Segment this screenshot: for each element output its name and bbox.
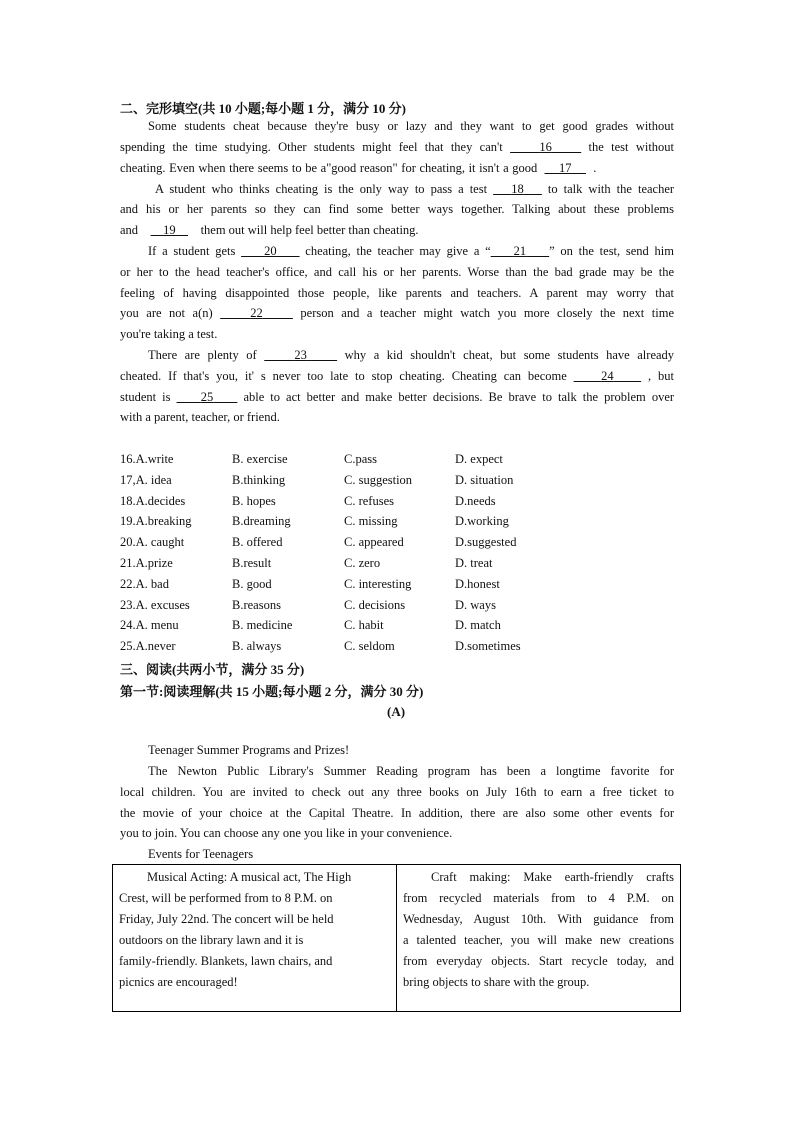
option-18-A[interactable]: 18.A.decides	[120, 493, 186, 508]
option-17-B[interactable]: B.thinking	[232, 472, 286, 487]
option-21-A[interactable]: 21.A.prize	[120, 556, 173, 570]
option-24-A[interactable]: 24.A. menu	[120, 618, 179, 633]
blank-22[interactable]: 22	[250, 306, 263, 320]
option-24-C[interactable]: C. habit	[344, 618, 384, 633]
option-23-D[interactable]: D. ways	[455, 597, 496, 612]
passage-line: feeling of having disappointed those people, like parents and teachers. A parent may worry that	[120, 286, 674, 300]
option-23-B[interactable]: B.reasons	[232, 597, 281, 612]
passage-line: with a parent, teacher, or friend.	[120, 410, 280, 424]
passage-line: A student who thinks cheating is the only way to pass a test 18 to talk with the teacher	[155, 182, 675, 196]
option-21-C[interactable]: C. zero	[344, 556, 381, 570]
blank-25[interactable]: 25	[200, 390, 214, 404]
passage-line: the movie of your choice at the Capital Theatre. In addition, there are also some other events for	[120, 806, 674, 820]
option-20-A[interactable]: 20.A. caught	[120, 535, 185, 550]
option-22-B[interactable]: B. good	[232, 576, 272, 591]
option-24-B[interactable]: B. medicine	[232, 618, 293, 633]
blank-24[interactable]: 24	[601, 369, 614, 383]
option-23-A[interactable]: 23.A. excuses	[120, 597, 190, 612]
option-20-C[interactable]: C. appeared	[344, 535, 404, 550]
option-25-C[interactable]: C. seldom	[344, 639, 395, 654]
option-18-C[interactable]: C. refuses	[344, 493, 394, 508]
passage-line: cheated. If that's you, it' s never too late to stop cheating. Cheating can become 24 , but	[120, 369, 675, 383]
blank-23[interactable]: 23	[294, 348, 307, 362]
passage-line: student is 25 able to act better and make better decisions. Be brave to talk the problem over	[120, 390, 675, 404]
option-21-B[interactable]: B.result	[232, 556, 272, 570]
option-17-A[interactable]: 17,A. idea	[120, 472, 172, 487]
option-16-C[interactable]: C.pass	[344, 452, 377, 466]
option-22-C[interactable]: C. interesting	[344, 576, 412, 591]
option-16-B[interactable]: B. exercise	[232, 452, 288, 466]
passage-line: The Newton Public Library's Summer Reading program has been a longtime favorite for	[148, 764, 674, 778]
option-23-C[interactable]: C. decisions	[344, 597, 406, 612]
option-18-B[interactable]: B. hopes	[232, 493, 276, 508]
option-21-D[interactable]: D. treat	[455, 556, 493, 570]
option-25-D[interactable]: D.sometimes	[455, 639, 521, 654]
option-22-D[interactable]: D.honest	[455, 576, 500, 591]
blank-16[interactable]: 16	[539, 140, 552, 154]
passage-title: Teenager Summer Programs and Prizes!	[148, 743, 350, 757]
blank-18[interactable]: 18	[511, 182, 524, 196]
passage-line: you to join. You can choose any one you like in your convenience.	[120, 826, 453, 840]
events-table	[112, 864, 681, 1012]
passage-line: There are plenty of 23 why a kid shouldn't cheat, but some students have already	[148, 348, 675, 362]
option-19-C[interactable]: C. missing	[344, 514, 398, 529]
events-label: Events for Teenagers	[148, 847, 254, 861]
reading-subheading: 第一节:阅读理解(共 15 小题;每小题 2 分，满分 30 分)	[120, 684, 424, 699]
blank-19[interactable]: 19	[163, 223, 176, 237]
option-22-A[interactable]: 22.A. bad	[120, 576, 169, 591]
option-20-D[interactable]: D.suggested	[455, 535, 517, 550]
cloze-heading: 二、完形填空(共 10 小题;每小题 1 分，满分 10 分)	[120, 101, 406, 116]
option-17-C[interactable]: C. suggestion	[344, 472, 413, 487]
option-25-A[interactable]: 25.A.never	[120, 639, 176, 654]
blank-17[interactable]: 17	[559, 161, 572, 175]
part-label: (A)	[387, 704, 406, 719]
blank-21[interactable]: 21	[513, 244, 527, 258]
event-musical-acting: Musical Acting: A musical act, The High Crest, will be performed from to 8 P.M. on Friday, July 22nd. The concert will be held outdoors on the library lawn and it is family-friendly. Blankets, lawn chairs, and picnics are encouraged!	[113, 865, 397, 1012]
option-19-B[interactable]: B.dreaming	[232, 514, 291, 529]
option-17-D[interactable]: D. situation	[455, 472, 514, 487]
option-19-A[interactable]: 19.A.breaking	[120, 514, 192, 529]
event-craft-making: Craft making: Make earth-friendly crafts from recycled materials from to 4 P.M. on Wednesday, August 10th. With guidance from a talented teacher, you will make new creations from everyday objects. Start recycle today, and bring objects to share with the group.	[397, 865, 681, 1012]
passage-line: you're taking a test.	[120, 327, 218, 341]
option-18-D[interactable]: D.needs	[455, 493, 496, 508]
option-16-A[interactable]: 16.A.write	[120, 452, 174, 466]
option-24-D[interactable]: D. match	[455, 618, 501, 633]
option-16-D[interactable]: D. expect	[455, 452, 503, 466]
passage-line: local children. You are invited to check out any three books on July 16th to earn a free ticket to	[120, 785, 674, 799]
passage-line: or her to the head teacher's office, and call his or her parents. Worse than the bad grade may be the	[120, 265, 674, 279]
blank-20[interactable]: 20	[264, 244, 277, 258]
passage-line: If a student gets 20 cheating, the teacher may give a “ 21 ” on the test, send him	[148, 244, 674, 258]
option-25-B[interactable]: B. always	[232, 639, 282, 654]
passage-line: you are not a(n) 22 person and a teacher might watch you more closely the next time	[120, 306, 675, 320]
option-19-D[interactable]: D.working	[455, 514, 509, 529]
passage-line: and his or her parents so they can find some better ways together. Talking about these problems	[120, 202, 674, 216]
passage-line: spending the time studying. Other students might feel that they can't 16 the test without	[120, 140, 675, 154]
passage-line: cheating. Even when there seems to be a"good reason" for cheating, it isn't a good 17 .	[120, 161, 597, 175]
reading-heading: 三、阅读(共两小节，满分 35 分)	[120, 662, 305, 677]
option-20-B[interactable]: B. offered	[232, 535, 283, 550]
passage-line: Some students cheat because they're busy or lazy and they want to get good grades without	[148, 119, 674, 133]
passage-line: and 19 them out will help feel better than cheating.	[120, 223, 419, 237]
